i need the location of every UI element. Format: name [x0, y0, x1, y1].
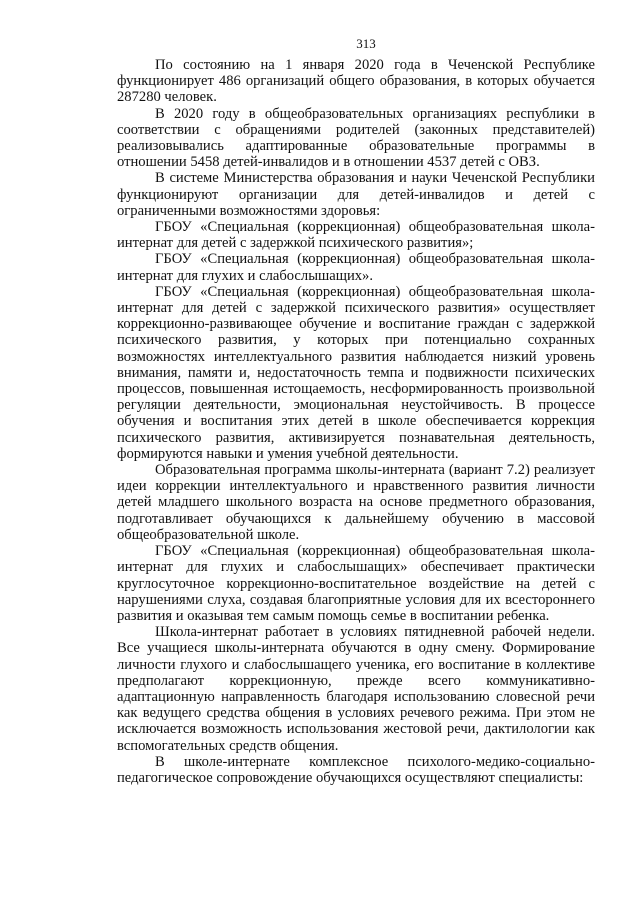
paragraph-specialists: В школе-интернате комплексное психолого-медико-социально-педагогическое сопровождение обучающихся осуществляют специалисты:	[117, 753, 595, 786]
paragraph-school-count: По состоянию на 1 января 2020 года в Чеченской Республике функционирует 486 организаций общего образования, в которых обучается 287280 человек.	[117, 57, 595, 106]
paragraph-adapted-programs: В 2020 году в общеобразовательных организациях республики в соответствии с обращениями родителей (законных представителей) реализовывались адаптированные образовательные программы в отношении 5458 детей-инвалидов и в отношении 4537 детей с ОВЗ.	[117, 105, 595, 171]
paragraph-ministry-system: В системе Министерства образования и науки Чеченской Республики функционируют организации для детей-инвалидов и детей с ограниченными возможностями здоровья:	[117, 170, 595, 219]
paragraph-school-zpr: ГБОУ «Специальная (коррекционная) общеобразовательная школа-интернат для детей с задержкой психического развития»;	[117, 219, 595, 252]
paragraph-school-deaf: ГБОУ «Специальная (коррекционная) общеобразовательная школа-интернат для глухих и слабослышащих».	[117, 251, 595, 284]
paragraph-zpr-description: ГБОУ «Специальная (коррекционная) общеобразовательная школа-интернат для детей с задержкой психического развития» осуществляет коррекционно-развивающее обучение и воспитание граждан с задержкой психического развития, у которых при потенциально сохранных возможностях интеллектуального развития наблюдается низкий уровень внимания, памяти и, недостаточность темпа и подвижности психических процессов, повышенная истощаемость, несформированность произвольной регуляции деятельности, эмоциональная неустойчивость. В процессе обучения и воспитания этих детей в школе обеспечивается коррекция психического развития, активизируется познавательная деятельность, формируются навыки и умения учебной деятельности.	[117, 283, 595, 462]
paragraph-deaf-description: ГБОУ «Специальная (коррекционная) общеобразовательная школа-интернат для глухих и слабослышащих» обеспечивает практически круглосуточное коррекционно-воспитательное воздействие на детей с нарушениями слуха, создавая благоприятные условия для их всестороннего развития и оказывая тем самым помощь семье в воспитании ребенка.	[117, 543, 595, 624]
page-number: 313	[356, 36, 376, 51]
paragraph-program-7-2: Образовательная программа школы-интерната (вариант 7.2) реализует идеи коррекции интеллектуального и нравственного развития личности детей младшего школьного возраста на основе предметного образования, подготавливает обучающихся к дальнейшему обучению в массовой общеобразовательной школе.	[117, 462, 595, 543]
paragraph-schedule: Школа-интернат работает в условиях пятидневной рабочей недели. Все учащиеся школы-интерната обучаются в одну смену. Формирование личности глухого и слабослышащего ученика, его воспитание в коллективе предполагают коррекционную, прежде всего коммуникативно-адаптационную направленность благодаря использованию словесной речи как ведущего средства общения в условиях речевого режима. При этом не исключается возможность использования жестовой речи, дактилологии как вспомогательных средств общения.	[117, 624, 595, 754]
